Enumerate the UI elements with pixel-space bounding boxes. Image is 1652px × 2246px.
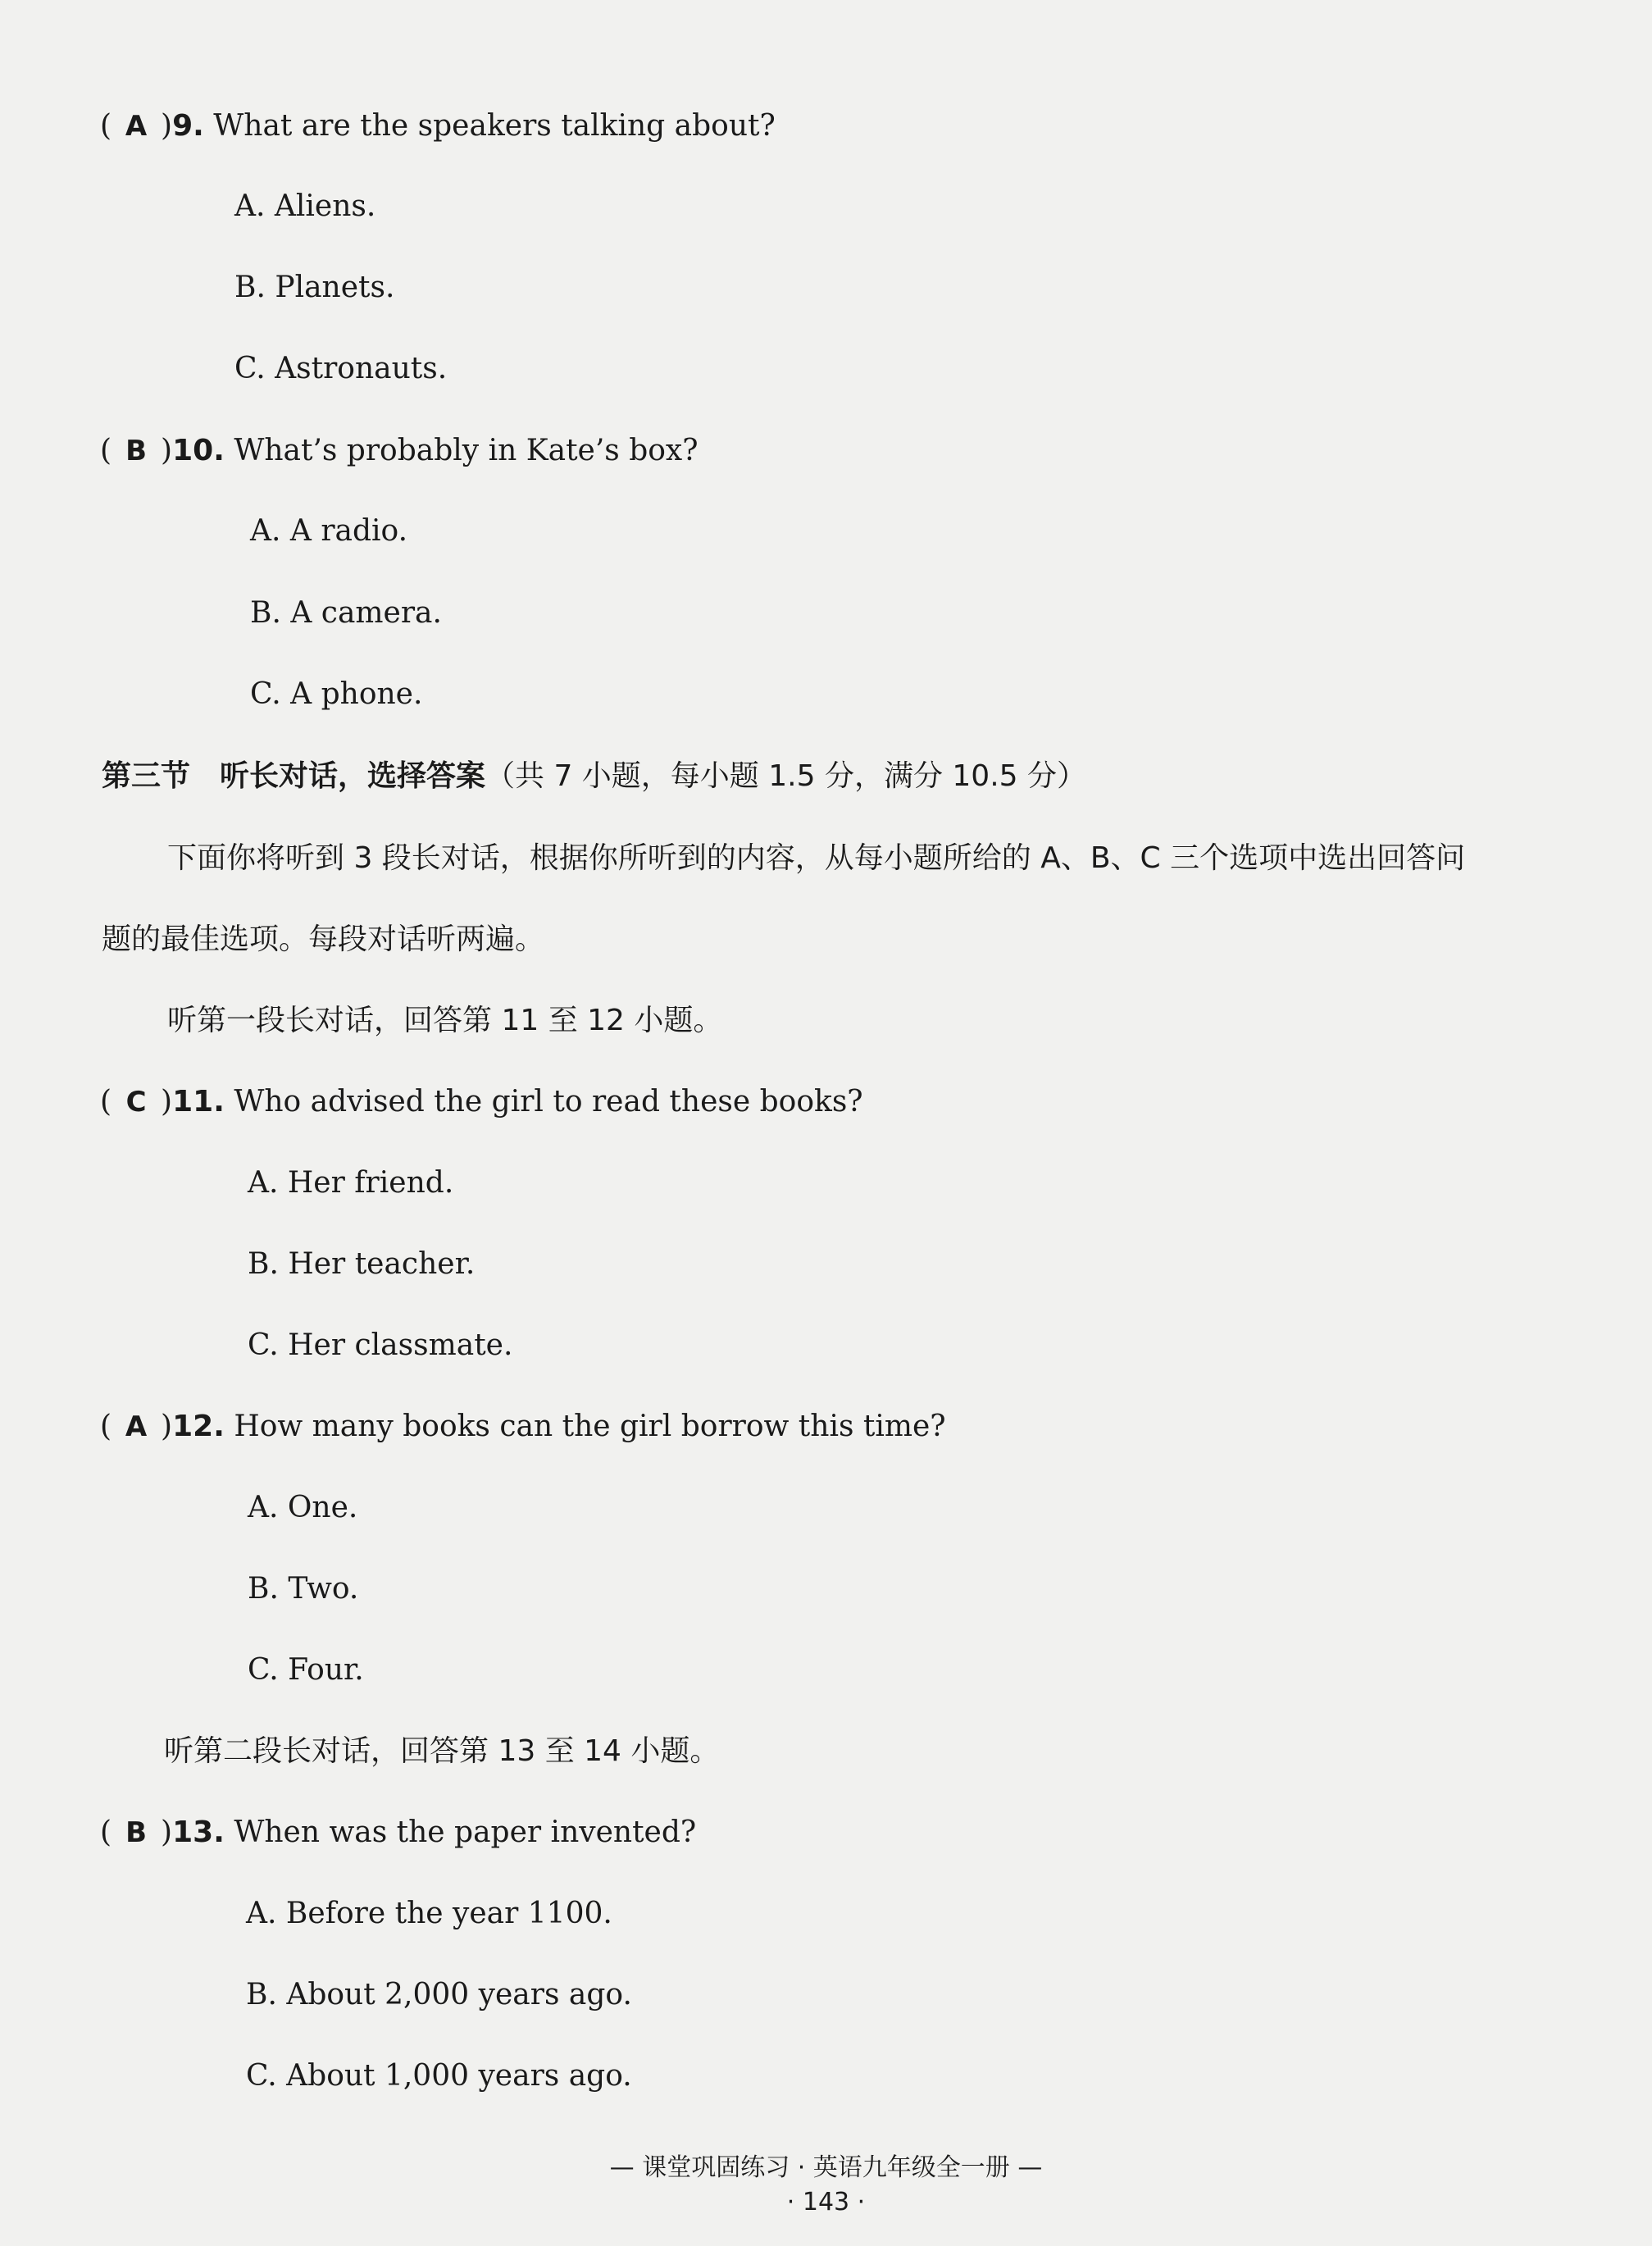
answer-9: A (125, 110, 148, 143)
question-number: 12. (172, 1410, 225, 1443)
option-9a: A. Aliens. (234, 189, 376, 223)
question-12: ( A )12. How many books can the girl borrow this time? (100, 1410, 946, 1443)
option-12b: B. Two. (248, 1572, 359, 1606)
question-10: ( B )10. What’s probably in Kate’s box? (100, 434, 699, 467)
answer-12: A (125, 1410, 148, 1443)
option-12c: C. Four. (248, 1653, 364, 1687)
option-12a: A. One. (248, 1491, 358, 1524)
footer-book-title: — 课堂巩固练习 · 英语九年级全一册 — (609, 2153, 1043, 2182)
option-9b: B. Planets. (234, 271, 395, 304)
option-10b: B. A camera. (250, 596, 442, 630)
question-text: Who advised the girl to read these books? (234, 1085, 863, 1118)
question-text: How many books can the girl borrow this time? (234, 1410, 946, 1443)
section-title-rest: （共 7 小题，每小题 1.5 分，满分 10.5 分） (485, 759, 1086, 793)
question-number: 11. (172, 1085, 225, 1118)
option-11b: B. Her teacher. (248, 1247, 476, 1281)
question-number: 10. (172, 434, 225, 467)
option-11a: A. Her friend. (248, 1166, 454, 1200)
question-number: 13. (172, 1815, 225, 1849)
answer-11: C (125, 1086, 147, 1118)
option-9c: C. Astronauts. (234, 352, 448, 385)
question-13: ( B )13. When was the paper invented? (100, 1815, 697, 1849)
question-text: When was the paper invented? (234, 1815, 697, 1849)
option-13b: B. About 2,000 years ago. (246, 1978, 632, 2011)
question-number: 9. (172, 109, 204, 143)
dialogue-1-instruction: 听第一段长对话，回答第 11 至 12 小题。 (167, 1004, 723, 1037)
option-10c: C. A phone. (250, 677, 423, 711)
section-instruction-1: 下面你将听到 3 段长对话，根据你所听到的内容，从每小题所给的 A、B、C 三个选项中选出回答问 (167, 841, 1466, 875)
page-number: · 143 · (786, 2188, 866, 2216)
question-text: What are the speakers talking about? (213, 109, 776, 143)
answer-10: B (125, 435, 147, 467)
section-title-bold: 第三节 听长对话，选择答案 (102, 759, 486, 793)
dialogue-2-instruction: 听第二段长对话，回答第 13 至 14 小题。 (164, 1734, 720, 1768)
question-11: ( C )11. Who advised the girl to read these books? (100, 1085, 863, 1118)
answer-13: B (125, 1816, 147, 1849)
question-text: What’s probably in Kate’s box? (234, 434, 699, 467)
option-13c: C. About 1,000 years ago. (246, 2059, 632, 2093)
option-11c: C. Her classmate. (248, 1328, 513, 1362)
option-10a: A. A radio. (250, 514, 408, 548)
option-13a: A. Before the year 1100. (246, 1897, 612, 1930)
section-instruction-2: 题的最佳选项。每段对话听两遍。 (102, 923, 545, 956)
question-9: ( A )9. What are the speakers talking about? (100, 109, 776, 143)
section-title (102, 759, 1086, 795)
